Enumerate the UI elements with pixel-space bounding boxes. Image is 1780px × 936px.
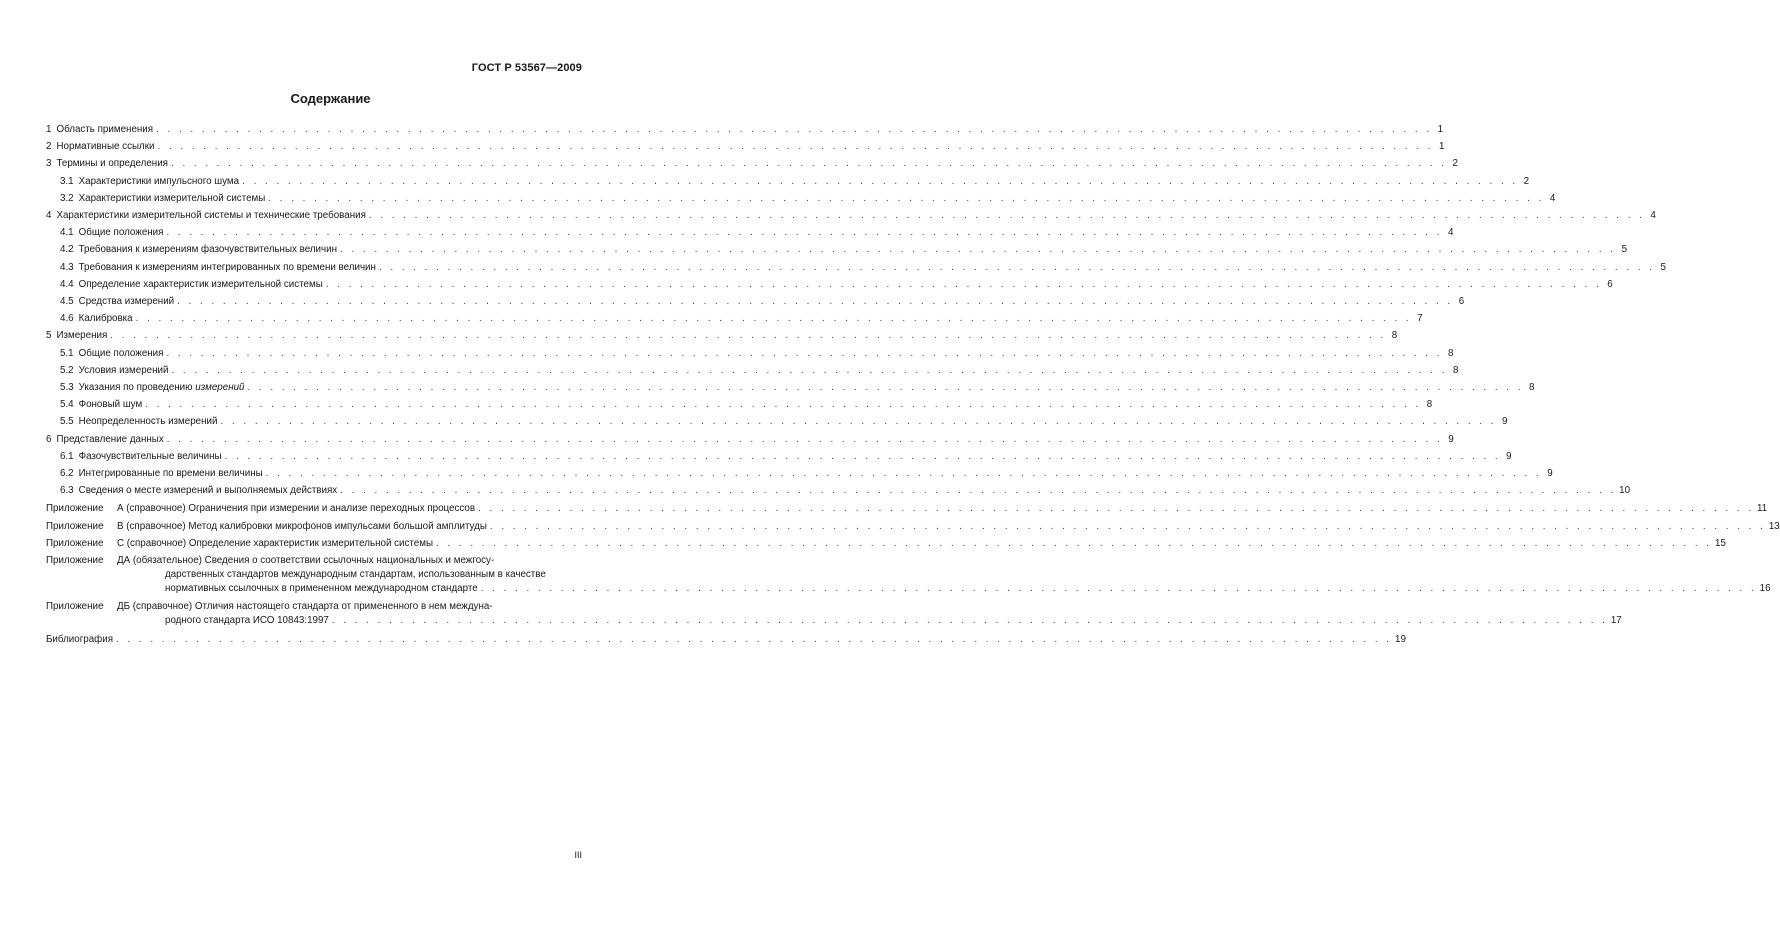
entry-title: Требования к измерениям фазочувствительных величин <box>78 244 338 256</box>
toc-entry-2[interactable] <box>46 138 1445 155</box>
entry-page: 11 <box>1757 503 1768 515</box>
toc-entry-5[interactable] <box>46 327 1398 344</box>
entry-title: Неопределенность измерений <box>78 416 218 428</box>
toc-appendix-c[interactable] <box>46 537 1726 551</box>
entry-title: Нормативные ссылки <box>56 141 155 153</box>
entry-title: Фоновый шум <box>78 399 143 411</box>
entry-title: Характеристики измерительной системы и технические требования <box>56 210 366 222</box>
toc-appendix-a[interactable] <box>46 502 1768 516</box>
toc-entry-3-1[interactable] <box>46 173 1530 190</box>
entry-number: 4.2 <box>60 244 74 256</box>
entry-page: 2 <box>1452 158 1458 170</box>
toc-entry-4-3[interactable] <box>46 259 1666 276</box>
toc-entry-1[interactable] <box>46 121 1444 138</box>
entry-page: 7 <box>1417 313 1423 325</box>
entry-title: Условия измерений <box>78 364 169 376</box>
entry-number: 5.3 <box>60 382 74 394</box>
entry-title: Общие положения <box>78 227 164 239</box>
appendix-title: ДА (обязательное) Сведения о соответствии ссылочных национальных и межгосу- <box>117 555 495 567</box>
table-of-contents <box>46 121 1780 648</box>
entry-number: 5.4 <box>60 399 74 411</box>
entry-number: 6.1 <box>60 450 74 462</box>
entry-page: 5 <box>1621 244 1628 256</box>
entry-page: 9 <box>1506 450 1512 462</box>
entry-number: 5.1 <box>60 347 74 359</box>
entry-number: 3.2 <box>60 192 74 204</box>
entry-page: 2 <box>1523 175 1530 187</box>
appendix-label: Приложение <box>46 520 104 532</box>
appendix-label: Приложение <box>46 555 104 567</box>
entry-title: Представление данных <box>56 433 164 445</box>
toc-appendix-da[interactable] <box>46 554 1771 597</box>
entry-title: Фазочувствительные величины <box>78 450 222 462</box>
entry-title-emphasis: измерений <box>195 382 245 394</box>
entry-number: 6.3 <box>60 485 74 497</box>
entry-page: 1 <box>1437 124 1444 135</box>
toc-entry-5-2[interactable] <box>46 362 1459 379</box>
entry-title: Определение характеристик измерительной системы <box>78 278 323 290</box>
entry-page: 8 <box>1529 382 1535 394</box>
entry-number: 4.1 <box>60 227 74 239</box>
appendix-title-continued: нормативных ссылочных в примененном международном стандарте <box>165 583 478 595</box>
appendix-title: В (справочное) Метод калибровки микрофонов импульсами большой амплитуды <box>117 520 487 532</box>
entry-page: 8 <box>1426 399 1433 411</box>
entry-number: 4.5 <box>60 296 74 308</box>
entry-page: 4 <box>1650 210 1656 222</box>
entry-page: 9 <box>1448 433 1454 445</box>
toc-entry-3[interactable] <box>46 155 1458 172</box>
entry-number: 4.3 <box>60 261 74 273</box>
entry-number: 5.5 <box>60 416 74 428</box>
entry-page: 4 <box>1549 192 1556 204</box>
appendix-title: А (справочное) Ограничения при измерении и анализе переходных процессов <box>117 503 476 515</box>
entry-title: Интегрированные по времени величины <box>78 468 263 480</box>
entry-page: 17 <box>1610 614 1622 626</box>
page-number: III <box>574 850 582 860</box>
appendix-label: Приложение <box>46 537 104 549</box>
entry-number: 4.6 <box>60 313 74 325</box>
toc-entry-4[interactable] <box>46 207 1656 224</box>
entry-number: 5 <box>46 330 52 342</box>
entry-title: Средства измерений <box>78 296 175 308</box>
toc-entry-5-1[interactable] <box>46 345 1454 362</box>
toc-entry-4-2[interactable] <box>46 241 1628 258</box>
entry-title: Измерения <box>56 330 108 342</box>
entry-page: 4 <box>1448 227 1454 239</box>
toc-entry-6-1[interactable] <box>46 448 1512 465</box>
entry-page: 16 <box>1759 583 1771 595</box>
appendix-title-continued: дарственных стандартов международным стандартам, использованным в качестве <box>165 569 546 581</box>
entry-page: 1 <box>1439 141 1445 153</box>
entry-title: Сведения о месте измерений и выполняемых действиях <box>78 485 338 497</box>
entry-page: 8 <box>1391 330 1398 342</box>
entry-title: Общие положения <box>78 347 164 359</box>
toc-entry-4-6[interactable] <box>46 310 1423 327</box>
entry-page: 6 <box>1458 296 1465 308</box>
entry-number: 6.2 <box>60 468 74 480</box>
appendix-title: ДБ (справочное) Отличия настоящего стандарта от примененного в нем междуна- <box>117 600 493 612</box>
entry-title: Библиография <box>46 634 114 646</box>
toc-entry-6[interactable] <box>46 431 1454 448</box>
appendix-title-continued: родного стандарта ИСО 10843:1997 <box>165 614 329 626</box>
entry-page: 10 <box>1619 485 1631 497</box>
toc-title: Содержание <box>290 91 371 106</box>
entry-page: 9 <box>1502 416 1508 428</box>
entry-page: 8 <box>1448 347 1454 359</box>
toc-appendix-b[interactable] <box>46 520 1780 534</box>
toc-entry-3-2[interactable] <box>46 190 1556 207</box>
entry-number: 2 <box>46 141 52 153</box>
entry-number: 3 <box>46 158 52 170</box>
entry-number: 5.2 <box>60 364 74 376</box>
entry-page: 6 <box>1607 278 1613 290</box>
entry-number: 4 <box>46 210 52 222</box>
entry-title: Требования к измерениям интегрированных по времени величин <box>78 261 376 273</box>
toc-entry-4-4[interactable] <box>46 276 1613 293</box>
toc-entry-5-5[interactable] <box>46 413 1508 430</box>
entry-title: Термины и определения <box>56 158 168 170</box>
entry-page: 15 <box>1715 537 1726 549</box>
entry-number: 6 <box>46 433 52 445</box>
entry-number: 1 <box>46 124 52 135</box>
toc-appendix-db[interactable] <box>46 600 1622 628</box>
entry-number: 4.4 <box>60 278 74 290</box>
document-code: ГОСТ Р 53567—2009 <box>471 62 582 74</box>
toc-entry-6-3[interactable] <box>46 482 1631 499</box>
entry-page: 8 <box>1453 364 1459 376</box>
toc-entry-6-2[interactable] <box>46 465 1553 482</box>
entry-page: 9 <box>1547 468 1553 480</box>
toc-entry-5-3[interactable] <box>46 379 1535 396</box>
toc-bibliography[interactable] <box>46 631 1406 648</box>
appendix-label: Приложение <box>46 600 104 612</box>
entry-title: Калибровка <box>78 313 133 325</box>
entry-title: Область применения <box>56 124 154 135</box>
appendix-title: С (справочное) Определение характеристик измерительной системы <box>117 537 434 549</box>
entry-page: 19 <box>1395 634 1406 646</box>
entry-title: Характеристики измерительной системы <box>78 192 266 204</box>
entry-title: Указания по проведению измерений <box>78 382 245 394</box>
toc-entry-4-1[interactable] <box>46 224 1454 241</box>
appendix-label: Приложение <box>46 503 104 515</box>
toc-entry-4-5[interactable] <box>46 293 1465 310</box>
entry-title: Характеристики импульсного шума <box>78 175 240 187</box>
entry-page: 13 <box>1768 520 1780 532</box>
toc-entry-5-4[interactable] <box>46 396 1433 413</box>
entry-page: 5 <box>1660 261 1666 273</box>
entry-number: 3.1 <box>60 175 74 187</box>
